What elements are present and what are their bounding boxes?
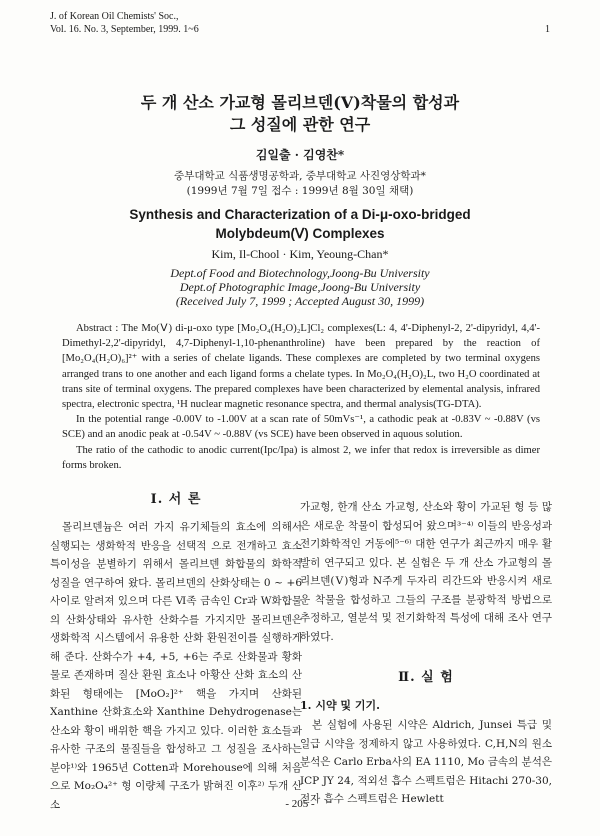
- abstract-paragraph-1: Abstract : The Mo(Ⅴ) di-μ-oxo type [Mo₂O₄(H₂O)₂L]Cl₂ complexes(L: 4, 4'-Diphenyl-2, 2'-dipyridyl, 4,4'-Dimethyl-2,2'-dipyridyl, 4,7-Diphenyl-1,10-phenanthroline) have been prepared by the reaction of [Mo₂O₄(H₂O)₆]²⁺ with a series of chelate ligands. These complexes are completed by two terminal oxygens arranged trans to one another and each ligand forms a chelate types. In Mo₂O₄(H₂O)₂L, two H₂O coordinated at trans site of terminal oxygens. The prepared complexes have been characterized by elemental analysis, infrared spectra, electronic spectra, ¹H nuclear magnetic resonance spectra, and thermal analysis(TG-DTA).: [62, 323, 540, 411]
- journal-name: J. of Korean Oil Chemists' Soc.,: [50, 11, 179, 22]
- section1-paragraph-2: 가교형, 한개 산소 가교형, 산소와 황이 가교된 형 등 많은 새로운 착물이 합성되어 왔으며³⁻⁴⁾ 이들의 반응성과 전기화학적인 거동에⁵⁻⁶⁾ 대한 연구가 최근까지 매우 활발히 연구되고 있다. 본 실험은 두 개 산소 가교형의 몰리브덴(Ⅴ)형과 N주게 두자리 리간드와 반응시켜 새로운 착물을 합성하고 그들의 구조를 분광학적 방법으로 추정하고, 열분석 및 전기화학적 특성에 대해 조사 연구하였다.: [300, 501, 552, 643]
- korean-affiliation: 중부대학교 식품생명공학과, 중부대학교 사진영상학과*: [174, 170, 426, 182]
- left-column: [50, 488, 302, 814]
- section2-paragraph-1: 본 실험에 사용된 시약은 Aldrich, Junsei 특급 및 일급 시약을 정제하지 않고 사용하였다. C,H,N의 원소 분석은 Carlo Erba사의 EA 1110, Mo 금속의 분석은 ICP JY 24, 적외선 흡수 스펙트럼은 Hitachi 270-30, 전자 흡수 스펙트럼은 Hewlett: [300, 719, 552, 805]
- abstract: [62, 321, 540, 473]
- running-header: [50, 10, 199, 36]
- english-title-line1: Synthesis and Characterization of a Di-μ-oxo-bridged: [129, 207, 471, 222]
- abstract-paragraph-2: In the potential range -0.00V to -1.00V at a scan rate of 50mVs⁻¹, a cathodic peak at -0.83V ~ -0.88V (vs SCE) and an anodic peak at -0.54V ~ -0.88V (vs SCE) have been observed in aquous solution.: [62, 414, 540, 441]
- english-affiliation-2: Dept.of Photographic Image,Joong-Bu University: [179, 280, 421, 294]
- korean-title-line2: 그 성질에 관한 연구: [229, 115, 371, 134]
- section2-heading: Ⅱ. 실 험: [398, 670, 454, 685]
- section2-subheading-1: 1. 시약 및 기기.: [300, 699, 380, 712]
- page-footer: - 205 -: [285, 798, 315, 810]
- abstract-paragraph-3: The ratio of the cathodic to anodic current(Ipc/Ipa) is almost 2, we infer that redox is irreversible as dimer forms broken.: [62, 444, 540, 471]
- korean-dates: (1999년 7월 7일 접수 : 1999년 8월 30일 채택): [186, 185, 414, 197]
- korean-title-line1: 두 개 산소 가교형 몰리브덴(Ⅴ)착물의 합성과: [140, 93, 460, 112]
- english-affiliation-1: Dept.of Food and Biotechnology,Joong-Bu University: [170, 266, 430, 280]
- page-number: 1: [545, 24, 550, 35]
- english-title-line2: Molybdeum(Ⅴ) Complexes: [215, 226, 385, 241]
- journal-volume: Vol. 16. No. 3, September, 1999. 1~6: [50, 24, 199, 35]
- section1-heading: Ⅰ. 서 론: [150, 492, 202, 507]
- korean-authors: 김일출 · 김영찬*: [255, 148, 345, 162]
- right-column: [300, 498, 552, 809]
- section1-paragraph-1: 몰리브덴늄은 여러 가지 유기체들의 효소에 의해서 실행되는 생화학적 반응을 선택적 으로 전개하고 효소 특이성을 분별하기 위해서 몰리브덴 화합물의 화학적 성질을 연구하여 왔다. 몰리브덴의 산화상태는 0 ~ +6사이로 알려져 있으며 다른 Ⅵ족 금속인 Cr과 W화합물의 산화상태와 유사한 산화수를 가지지만 몰리브덴은 생화학적 시스템에서 유용한 산화 환원전이를 실행하게 해 준다. 산화수가 +4, +5, +6는 주로 산화물과 황화물로 존재하며 질산 환원 효소나 아황산 산화 효소의 산화된 형태에는 [MoO₂]²⁺ 핵을 가지며 산화된 Xanthine 산화효소와 Xanthine Dehydrogenase는 산소와 황이 배위한 핵을 가지고 있다. 이러한 효소들과 유사한 구조의 물질들을 합성하고 그 성질을 조사하는 분야¹⁾와 1965년 Cotten과 Morehouse에 의해 처음으로 Mo₂O₄²⁺ 형 이량체 구조가 밝혀진 이후²⁾ 두개 산소: [50, 521, 302, 811]
- english-authors: Kim, Il-Chool · Kim, Yeoung-Chan*: [211, 247, 389, 261]
- received-dates: (Received July 7, 1999 ; Accepted August 30, 1999): [175, 294, 425, 308]
